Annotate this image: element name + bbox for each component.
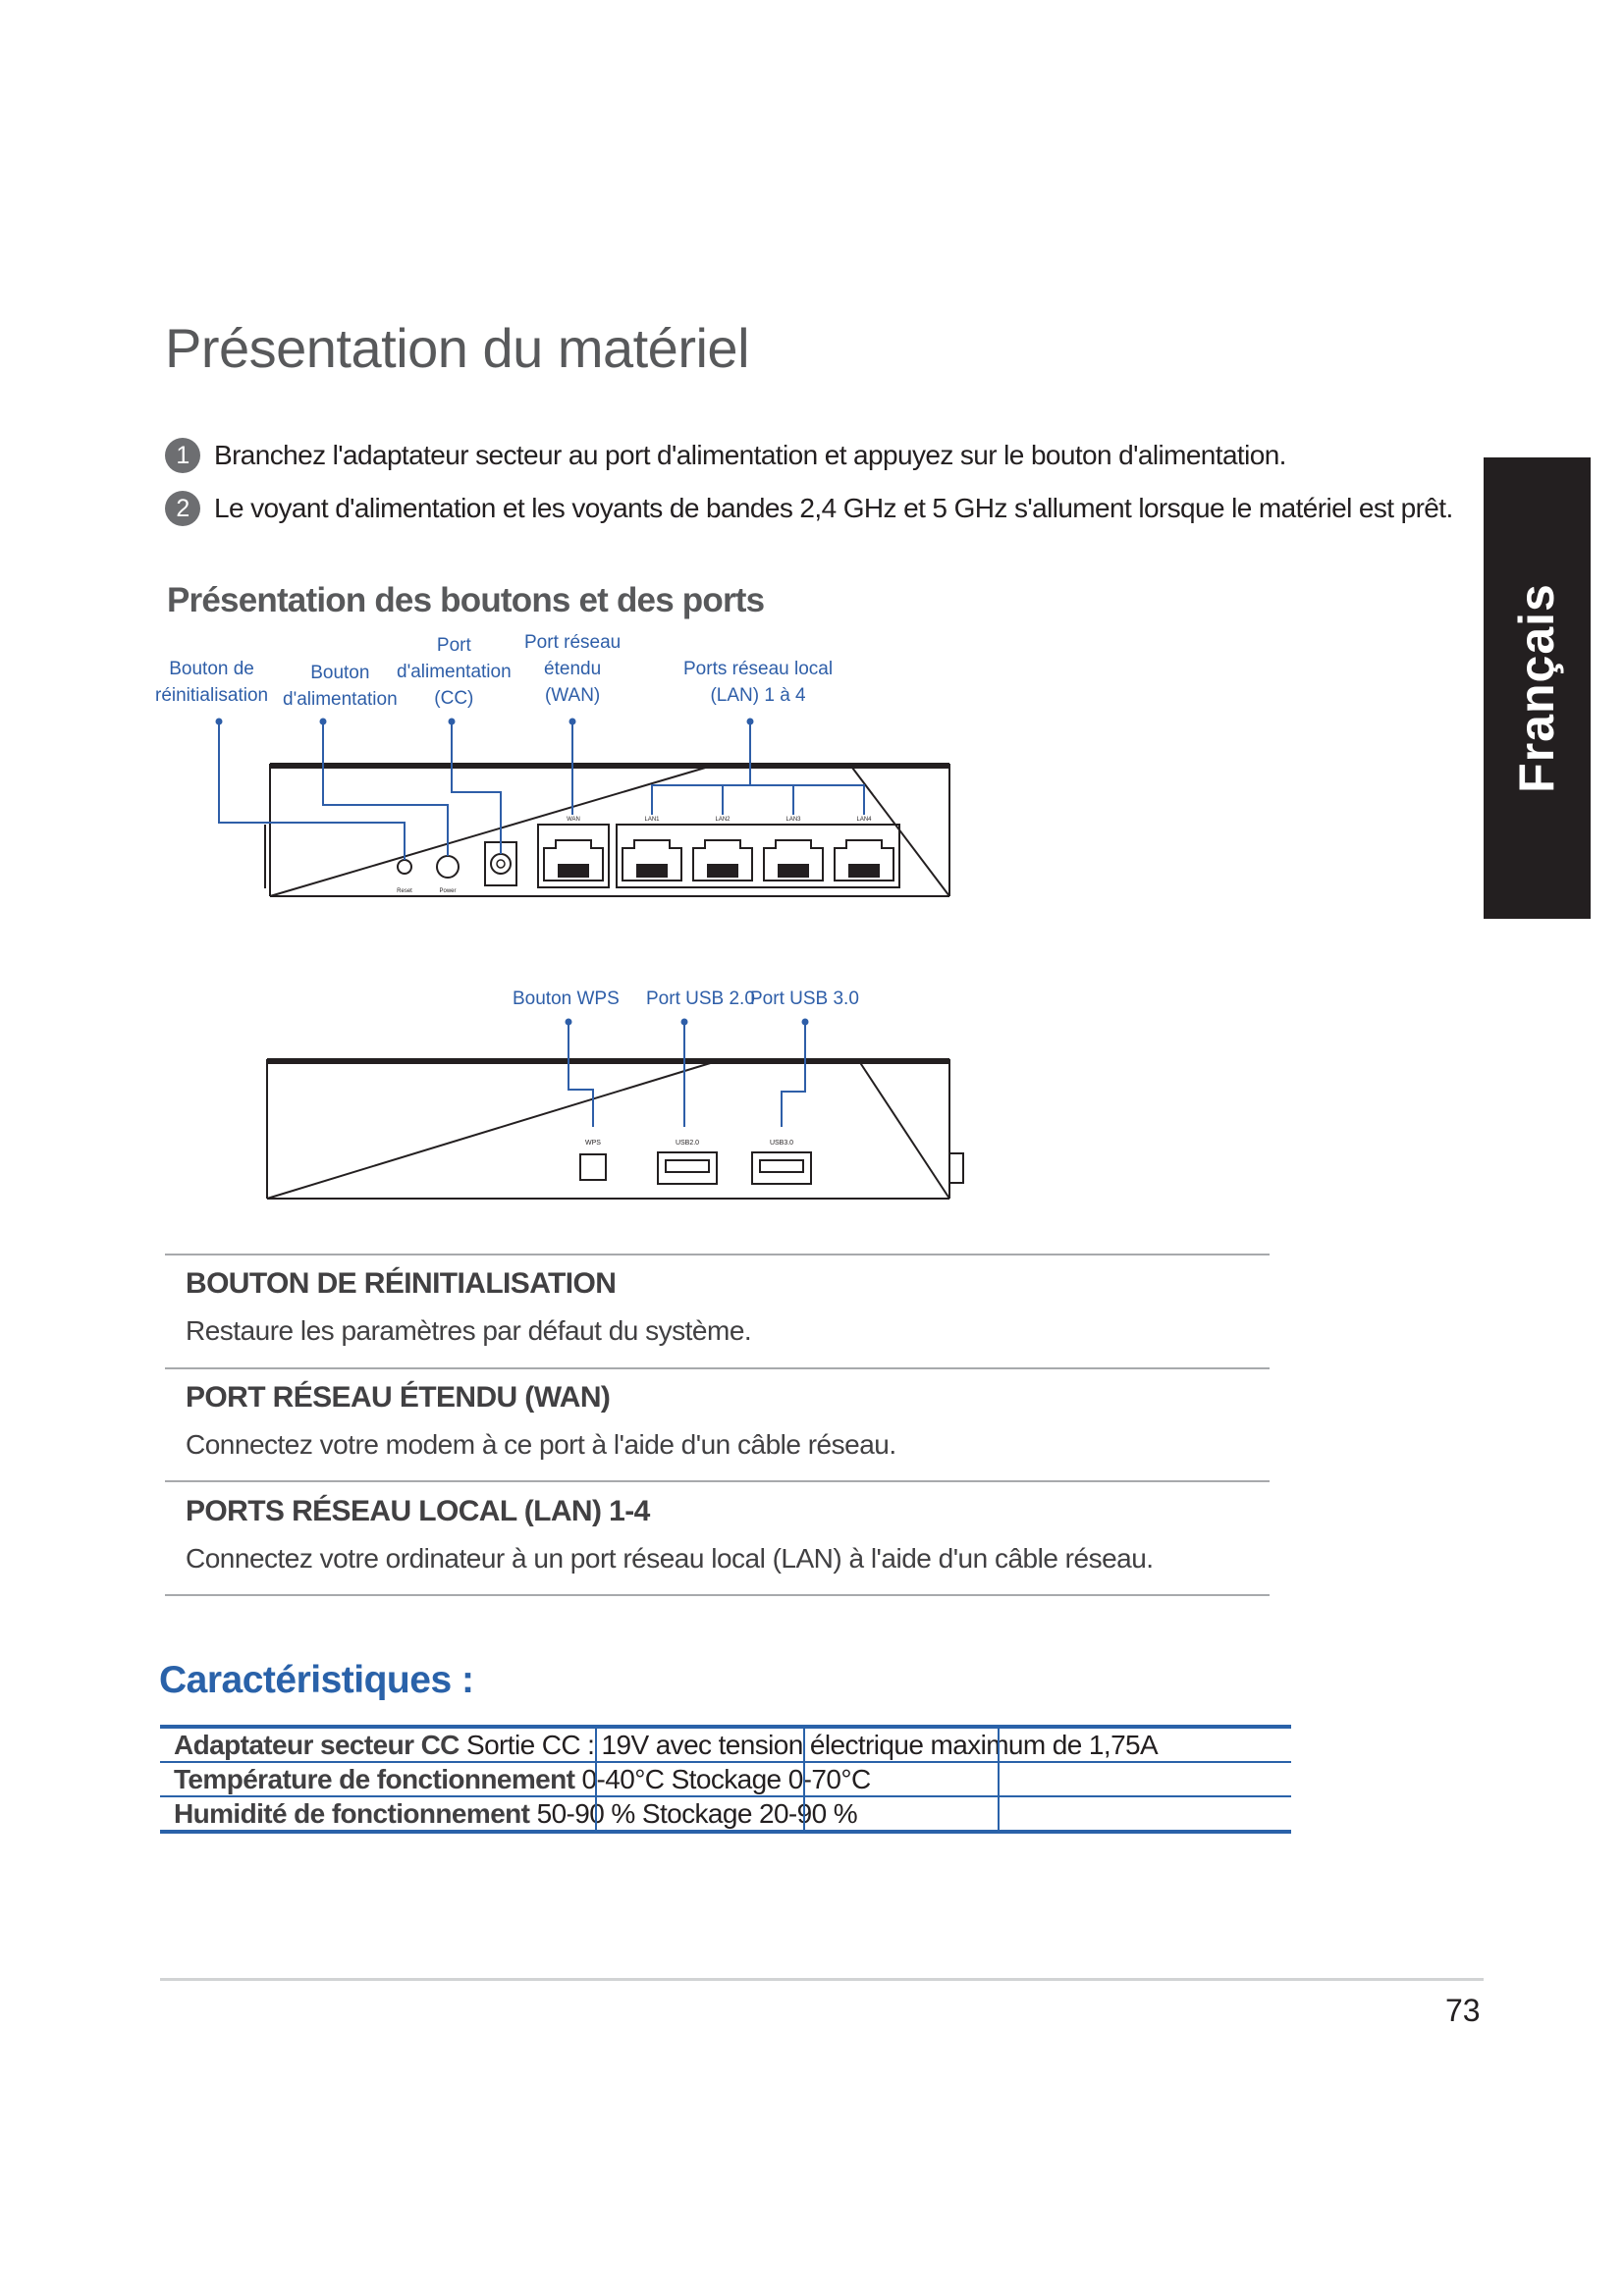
specs-heading: Caractéristiques : xyxy=(159,1659,474,1701)
spec-value: 0-40°C Stockage 0-70°C xyxy=(581,1764,871,1794)
section-title-reset: BOUTON DE RÉINITIALISATION xyxy=(186,1267,617,1300)
wan-port-mark: WAN xyxy=(567,817,580,823)
section-divider xyxy=(165,1594,1270,1596)
label-lan-ports: Ports réseau local (LAN) 1 à 4 xyxy=(683,659,834,706)
router-rear-panel-diagram xyxy=(147,687,982,913)
label-wan-port: Port réseau étendu (WAN) xyxy=(524,632,622,706)
step-number-badge: 2 xyxy=(165,491,200,526)
lan4-port-mark: LAN4 xyxy=(856,817,872,823)
section-desc-lan: Connectez votre ordinateur à un port réseau local (LAN) à l'aide d'un câble réseau. xyxy=(186,1543,1154,1574)
step-2 xyxy=(165,491,1453,526)
label-reset-button: Bouton de réinitialisation xyxy=(155,659,269,706)
spec-value: 50-90 % Stockage 20-90 % xyxy=(536,1798,858,1829)
spec-label: Température de fonctionnement xyxy=(174,1764,575,1794)
label-wps-button: Bouton WPS xyxy=(513,988,620,1009)
router-side-panel-diagram xyxy=(147,1011,982,1207)
usb3-mark: USB3.0 xyxy=(769,1140,794,1147)
power-port-mark: Power xyxy=(439,888,457,894)
language-side-tab xyxy=(1484,457,1591,919)
table-row xyxy=(160,1725,1291,1763)
section-desc-wan: Connectez votre modem à ce port à l'aide d'un câble réseau. xyxy=(186,1429,896,1460)
section-title-lan: PORTS RÉSEAU LOCAL (LAN) 1-4 xyxy=(186,1495,650,1527)
table-column-line xyxy=(803,1729,805,1833)
label-usb3-port: Port USB 3.0 xyxy=(750,988,859,1009)
language-tab-label: Français xyxy=(1509,583,1564,793)
section-title-wan: PORT RÉSEAU ÉTENDU (WAN) xyxy=(186,1381,611,1414)
spec-label: Humidité de fonctionnement xyxy=(174,1798,530,1829)
table-row xyxy=(160,1797,1291,1834)
label-power-port: Port d'alimentation (CC) xyxy=(397,635,512,709)
step-1 xyxy=(165,438,1286,473)
lan3-port-mark: LAN3 xyxy=(785,817,801,823)
spec-label: Adaptateur secteur CC xyxy=(174,1730,460,1760)
step-number-badge: 1 xyxy=(165,438,200,473)
table-column-line xyxy=(998,1729,1000,1833)
specs-table xyxy=(160,1725,1291,1834)
label-power-button: Bouton d'alimentation xyxy=(283,663,398,710)
table-row xyxy=(160,1763,1291,1797)
table-column-line xyxy=(595,1729,597,1833)
usb2-mark: USB2.0 xyxy=(675,1140,700,1147)
buttons-ports-heading: Présentation des boutons et des ports xyxy=(167,581,765,619)
spec-value: Sortie CC : 19V avec tension électrique maximum de 1,75A xyxy=(466,1730,1159,1760)
reset-port-mark: Reset xyxy=(397,888,412,894)
lan2-port-mark: LAN2 xyxy=(715,817,731,823)
page-title: Présentation du matériel xyxy=(165,317,750,379)
wps-mark: WPS xyxy=(585,1140,601,1147)
section-divider xyxy=(165,1367,1270,1369)
section-desc-reset: Restaure les paramètres par défaut du système. xyxy=(186,1315,752,1346)
page-number: 73 xyxy=(1445,1993,1481,2028)
step-text: Le voyant d'alimentation et les voyants de bandes 2,4 GHz et 5 GHz s'allument lorsque le matériel est prêt. xyxy=(214,493,1453,523)
step-text: Branchez l'adaptateur secteur au port d'alimentation et appuyez sur le bouton d'alimentation. xyxy=(214,440,1286,470)
lan1-port-mark: LAN1 xyxy=(644,817,660,823)
section-divider xyxy=(165,1254,1270,1255)
footer-divider xyxy=(160,1978,1484,1981)
section-divider xyxy=(165,1480,1270,1482)
label-usb2-port: Port USB 2.0 xyxy=(646,988,755,1009)
